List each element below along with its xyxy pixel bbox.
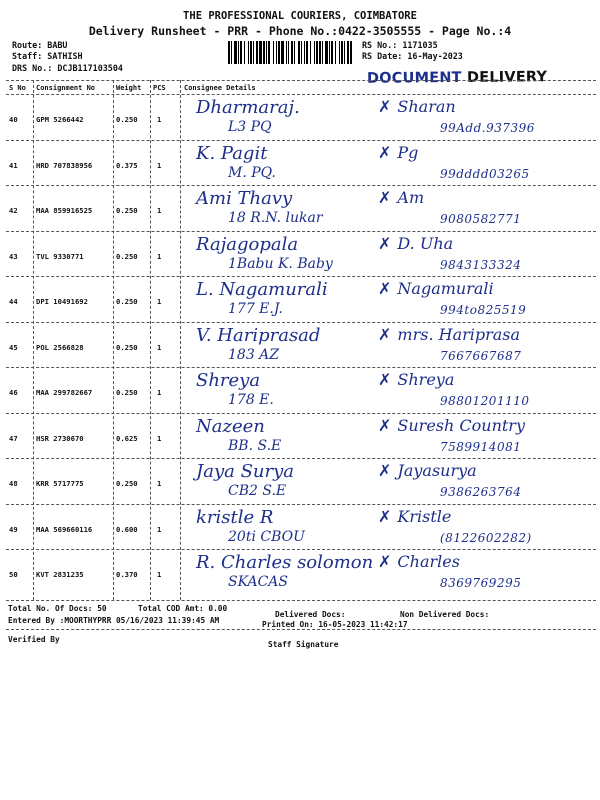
row-sno: 41 <box>9 160 18 170</box>
printed-on: Printed On: 16-05-2023 11:42:17 <box>262 620 408 629</box>
row-consignee-name: R. Charles solomon <box>196 552 374 573</box>
col-header-sno: S No <box>9 84 26 92</box>
row-receiver-signature <box>378 188 424 207</box>
row-weight: 0.250 <box>116 479 138 488</box>
row-consignee-address: 18 R.N. lukar <box>228 210 323 226</box>
row-sno: 47 <box>9 433 18 443</box>
row-consignment-no: POL 2566828 <box>36 342 84 352</box>
row-pcs: 1 <box>157 479 162 488</box>
signature-mark-icon: ✗ <box>378 552 392 571</box>
row-consignee-name: Ami Thavy <box>196 188 293 209</box>
signature-mark-icon: ✗ <box>378 97 392 116</box>
row-consignee-address: CB2 S.E <box>228 483 287 499</box>
row-receiver-phone: 99dddd03265 <box>440 166 530 181</box>
row-consignee-address: SKACAS <box>228 574 289 590</box>
row-pcs: 1 <box>157 388 162 397</box>
row-consignment-no: MAA 299782667 <box>36 388 93 397</box>
row-sno: 42 <box>9 206 18 215</box>
company-title: THE PROFESSIONAL COURIERS, COIMBATORE <box>183 10 417 22</box>
signature-text: Am <box>397 188 425 207</box>
row-consignment-no: KVT 2831235 <box>36 570 84 579</box>
row-consignee-name: kristle R <box>196 506 274 528</box>
signature-mark-icon: ✗ <box>378 461 392 480</box>
row-consignee-address: L3 PQ <box>228 119 272 135</box>
row-consignment-no: MAA 569660116 <box>36 524 93 534</box>
row-consignee-address: BB. S.E <box>228 437 282 454</box>
staff-label: Staff: SATHISH <box>12 51 83 61</box>
footer-rule <box>6 629 596 630</box>
barcode-icon <box>228 41 352 64</box>
table-row <box>0 141 600 193</box>
row-receiver-signature <box>378 552 460 571</box>
table-top-rule <box>6 80 596 81</box>
signature-text: Pg <box>397 142 419 162</box>
rs-date: RS Date: 16-May-2023 <box>362 51 463 61</box>
row-receiver-signature <box>378 370 454 389</box>
row-consignment-no: MAA 859916525 <box>36 206 93 215</box>
row-weight: 0.250 <box>116 297 138 306</box>
row-receiver-signature <box>378 507 451 526</box>
row-receiver-phone: 9080582771 <box>440 212 522 226</box>
row-sno: 49 <box>9 524 18 534</box>
row-pcs: 1 <box>157 433 162 443</box>
runsheet-subtitle: Delivery Runsheet - PRR - Phone No.:0422-3505555 - Page No.:4 <box>88 24 512 38</box>
stamp-word-document: DOCUMENT <box>366 69 462 87</box>
table-row <box>0 550 600 602</box>
row-sno: 50 <box>9 570 18 579</box>
row-receiver-phone: 7667667687 <box>440 348 522 363</box>
row-consignment-no: TVL 9330771 <box>36 251 84 261</box>
row-receiver-signature <box>378 143 418 162</box>
signature-mark-icon: ✗ <box>378 415 392 435</box>
signature-text: Shreya <box>397 370 455 389</box>
signature-text: Charles <box>397 552 460 571</box>
table-row <box>0 459 600 511</box>
row-pcs: 1 <box>157 115 162 124</box>
entered-by: Entered By :MOORTHYPRR 05/16/2023 11:39:45 AM <box>8 616 220 625</box>
signature-text: mrs. Hariprasa <box>397 324 521 344</box>
rs-number: RS No.: 1171035 <box>362 40 438 50</box>
row-weight: 0.625 <box>116 433 138 443</box>
staff-signature: Staff Signature <box>268 640 339 649</box>
signature-text: Nagamurali <box>397 279 494 298</box>
table-row <box>0 277 600 329</box>
row-receiver-signature <box>378 416 525 435</box>
row-consignment-no: HSR 2730670 <box>36 433 84 443</box>
signature-text: Sharan <box>397 97 456 116</box>
row-consignee-name: Nazeen <box>196 415 265 437</box>
row-sno: 48 <box>9 479 18 488</box>
row-consignee-address: 20ti CBOU <box>228 528 305 545</box>
row-receiver-signature <box>378 279 494 298</box>
table-row <box>0 505 600 557</box>
table-row <box>0 323 600 375</box>
row-consignee-name: Shreya <box>196 370 261 391</box>
stamp-word-delivery: DELIVERY <box>461 69 548 86</box>
total-cod: Total COD Amt: 0.00 <box>138 604 228 613</box>
row-receiver-phone: 8369769295 <box>440 576 522 590</box>
route-label: Route: BABU <box>12 40 68 50</box>
row-consignee-address: 1Babu K. Baby <box>228 255 333 272</box>
row-weight: 0.250 <box>116 388 138 397</box>
signature-mark-icon: ✗ <box>378 279 392 298</box>
row-weight: 0.600 <box>116 524 138 534</box>
row-receiver-phone: 7589914081 <box>440 439 522 454</box>
row-consignee-name: L. Nagamurali <box>196 279 328 300</box>
row-consignee-address: M. PQ. <box>228 164 276 181</box>
row-consignee-name: Dharmaraj. <box>196 97 300 118</box>
col-header-details: Consignee Details <box>184 84 256 92</box>
table-row <box>0 368 600 420</box>
signature-mark-icon: ✗ <box>378 188 392 207</box>
col-header-pcs: PCS <box>153 84 166 92</box>
row-weight: 0.370 <box>116 570 138 579</box>
row-pcs: 1 <box>157 206 162 215</box>
table-bottom-rule <box>6 600 596 601</box>
row-sno: 43 <box>9 251 18 261</box>
row-consignee-name: Jaya Surya <box>196 461 294 482</box>
table-row <box>0 95 600 147</box>
col-header-weight: Weight <box>116 84 142 92</box>
row-weight: 0.250 <box>116 342 138 352</box>
signature-mark-icon: ✗ <box>378 142 392 162</box>
row-pcs: 1 <box>157 570 162 579</box>
non-delivered-docs: Non Delivered Docs: <box>400 610 490 619</box>
table-row <box>0 232 600 284</box>
signature-text: D. Uha <box>397 233 454 253</box>
row-consignment-no: DPI 10491692 <box>36 297 88 306</box>
signature-text: Kristle <box>397 506 452 526</box>
row-pcs: 1 <box>157 342 162 352</box>
drs-number: DRS No.: DCJB117103504 <box>12 63 123 73</box>
row-consignee-name: Rajagopala <box>196 233 299 255</box>
row-receiver-signature <box>378 325 520 344</box>
row-weight: 0.250 <box>116 206 138 215</box>
row-pcs: 1 <box>157 251 162 261</box>
row-receiver-phone: 994to825519 <box>440 303 527 317</box>
row-receiver-signature <box>378 461 477 480</box>
row-pcs: 1 <box>157 160 162 170</box>
row-sno: 40 <box>9 115 18 124</box>
row-weight: 0.375 <box>116 160 138 170</box>
row-pcs: 1 <box>157 524 162 534</box>
signature-mark-icon: ✗ <box>378 506 392 526</box>
row-sno: 45 <box>9 342 18 352</box>
row-consignee-name: K. Pagit <box>196 142 268 164</box>
signature-text: Jayasurya <box>397 461 477 480</box>
row-consignee-address: 183 AZ <box>228 346 280 363</box>
row-consignment-no: HRD 707838956 <box>36 160 93 170</box>
row-consignee-name: V. Hariprasad <box>196 324 321 346</box>
row-sno: 46 <box>9 388 18 397</box>
row-consignment-no: GPM 5266442 <box>36 115 84 124</box>
table-row <box>0 414 600 466</box>
row-weight: 0.250 <box>116 115 138 124</box>
row-receiver-phone: 9386263764 <box>440 485 522 499</box>
delivered-docs: Delivered Docs: <box>275 610 346 619</box>
col-header-consignment: Consignment No <box>36 84 96 92</box>
row-receiver-phone: 9843133324 <box>440 257 522 272</box>
row-receiver-phone: 99Add.937396 <box>440 121 535 135</box>
document-delivery-stamp <box>367 69 547 87</box>
table-row <box>0 186 600 238</box>
signature-mark-icon: ✗ <box>378 324 392 344</box>
row-consignee-address: 177 E.J. <box>228 301 283 317</box>
row-consignment-no: KRR 5717775 <box>36 479 84 488</box>
row-receiver-phone: (8122602282) <box>440 530 532 545</box>
signature-mark-icon: ✗ <box>378 233 392 253</box>
row-weight: 0.250 <box>116 251 138 261</box>
signature-text: Suresh Country <box>397 415 525 435</box>
row-receiver-signature <box>378 234 453 253</box>
row-pcs: 1 <box>157 297 162 306</box>
row-consignee-address: 178 E. <box>228 392 274 408</box>
row-receiver-phone: 98801201110 <box>440 394 530 408</box>
row-receiver-signature <box>378 97 456 116</box>
verified-by: Verified By <box>8 635 60 644</box>
signature-mark-icon: ✗ <box>378 370 392 389</box>
row-sno: 44 <box>9 297 18 306</box>
total-docs: Total No. Of Docs: 50 <box>8 604 107 613</box>
